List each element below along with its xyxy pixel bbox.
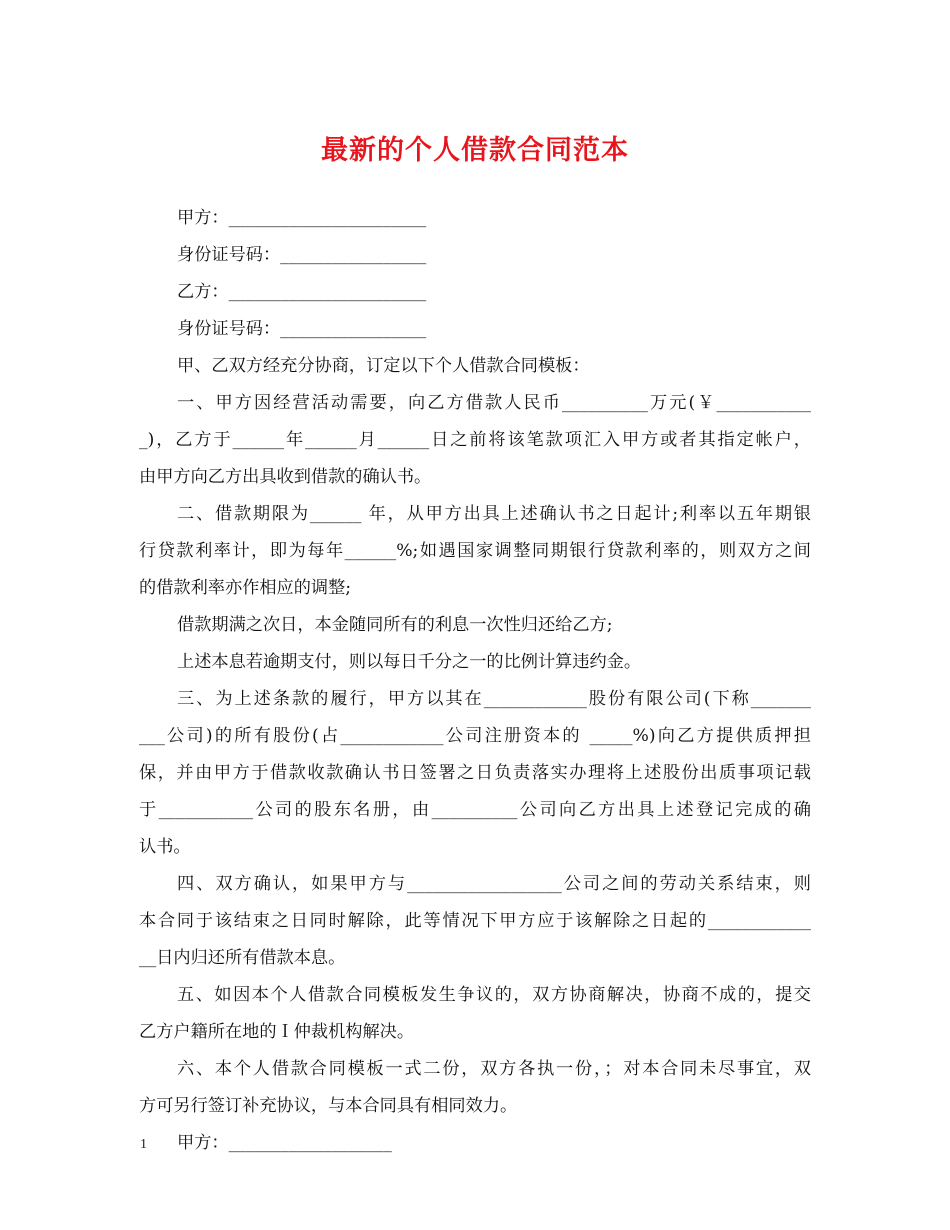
clause-2-line-3: 的借款利率亦作相应的调整; (139, 578, 352, 598)
clause-3-line-1: 三、为上述条款的履行，甲方以其在____________股份有限公司(下称_______ (177, 689, 811, 709)
clause-4-line-1: 四、双方确认，如果甲方与__________________公司之间的劳动关系结束，则 (177, 874, 811, 894)
party-b-id-field: 身份证号码：_________________ (177, 319, 427, 339)
clause-4-line-2: 本合同于该结束之日同时解除，此等情况下甲方应于该解除之日起的____________ (139, 911, 811, 931)
clause-1-line-1: 一、甲方因经营活动需要，向乙方借款人民币__________万元(￥___________ (177, 393, 811, 413)
clause-3-line-2: ___公司)的所有股份(占____________公司注册资本的 _____%)向乙方提供质押担 (139, 726, 811, 746)
party-a-field: 甲方：_______________________ (177, 208, 427, 228)
document-title: 最新的个人借款合同范本 (321, 135, 629, 166)
page-number: 1 (140, 1137, 147, 1152)
clause-2-line-4: 借款期满之次日，本金随同所有的利息一次性归还给乙方; (177, 615, 613, 635)
signature-party-a: 甲方：___________________ (177, 1133, 392, 1153)
clause-2-line-5: 上述本息若逾期支付，则以每日千分之一的比例计算违约金。 (177, 652, 642, 672)
clause-2-line-2: 行贷款利率计，即为每年______%;如遇国家调整同期银行贷款利率的，则双方之间 (139, 541, 811, 561)
clause-1-line-2: _)，乙方于______年______月______日之前将该笔款项汇入甲方或者其指定帐户， (139, 430, 811, 450)
party-a-id-field: 身份证号码：_________________ (177, 245, 427, 265)
clause-4-line-3: __日内归还所有借款本息。 (139, 948, 346, 968)
clause-6-line-1: 六、本个人借款合同模板一式二份，双方各执一份，；对本合同未尽事宜，双 (177, 1059, 811, 1079)
contract-body (139, 200, 811, 1162)
clause-5-line-1: 五、如因本个人借款合同模板发生争议的，双方协商解决，协商不成的，提交 (177, 985, 811, 1005)
clause-6-line-2: 方可另行签订补充协议，与本合同具有相同效力。 (139, 1096, 518, 1116)
clause-3-line-4: 于___________公司的股东名册，由__________公司向乙方出具上述登记完成的确 (139, 800, 811, 820)
party-b-field: 乙方：_______________________ (177, 282, 427, 302)
clause-3-line-3: 保，并由甲方于借款收款确认书日签署之日负责落实办理将上述股份出质事项记载 (139, 763, 811, 783)
clause-2-line-1: 二、借款期限为______ 年，从甲方出具上述确认书之日起计;利率以五年期银 (177, 504, 811, 524)
clause-5-line-2: 乙方户籍所在地的Ｉ仲裁机构解决。 (139, 1022, 415, 1042)
clause-1-line-3: 由甲方向乙方出具收到借款的确认书。 (139, 467, 432, 487)
clause-3-line-5: 认书。 (139, 837, 191, 857)
intro-line: 甲、乙双方经充分协商，订定以下个人借款合同模板： (177, 356, 590, 376)
